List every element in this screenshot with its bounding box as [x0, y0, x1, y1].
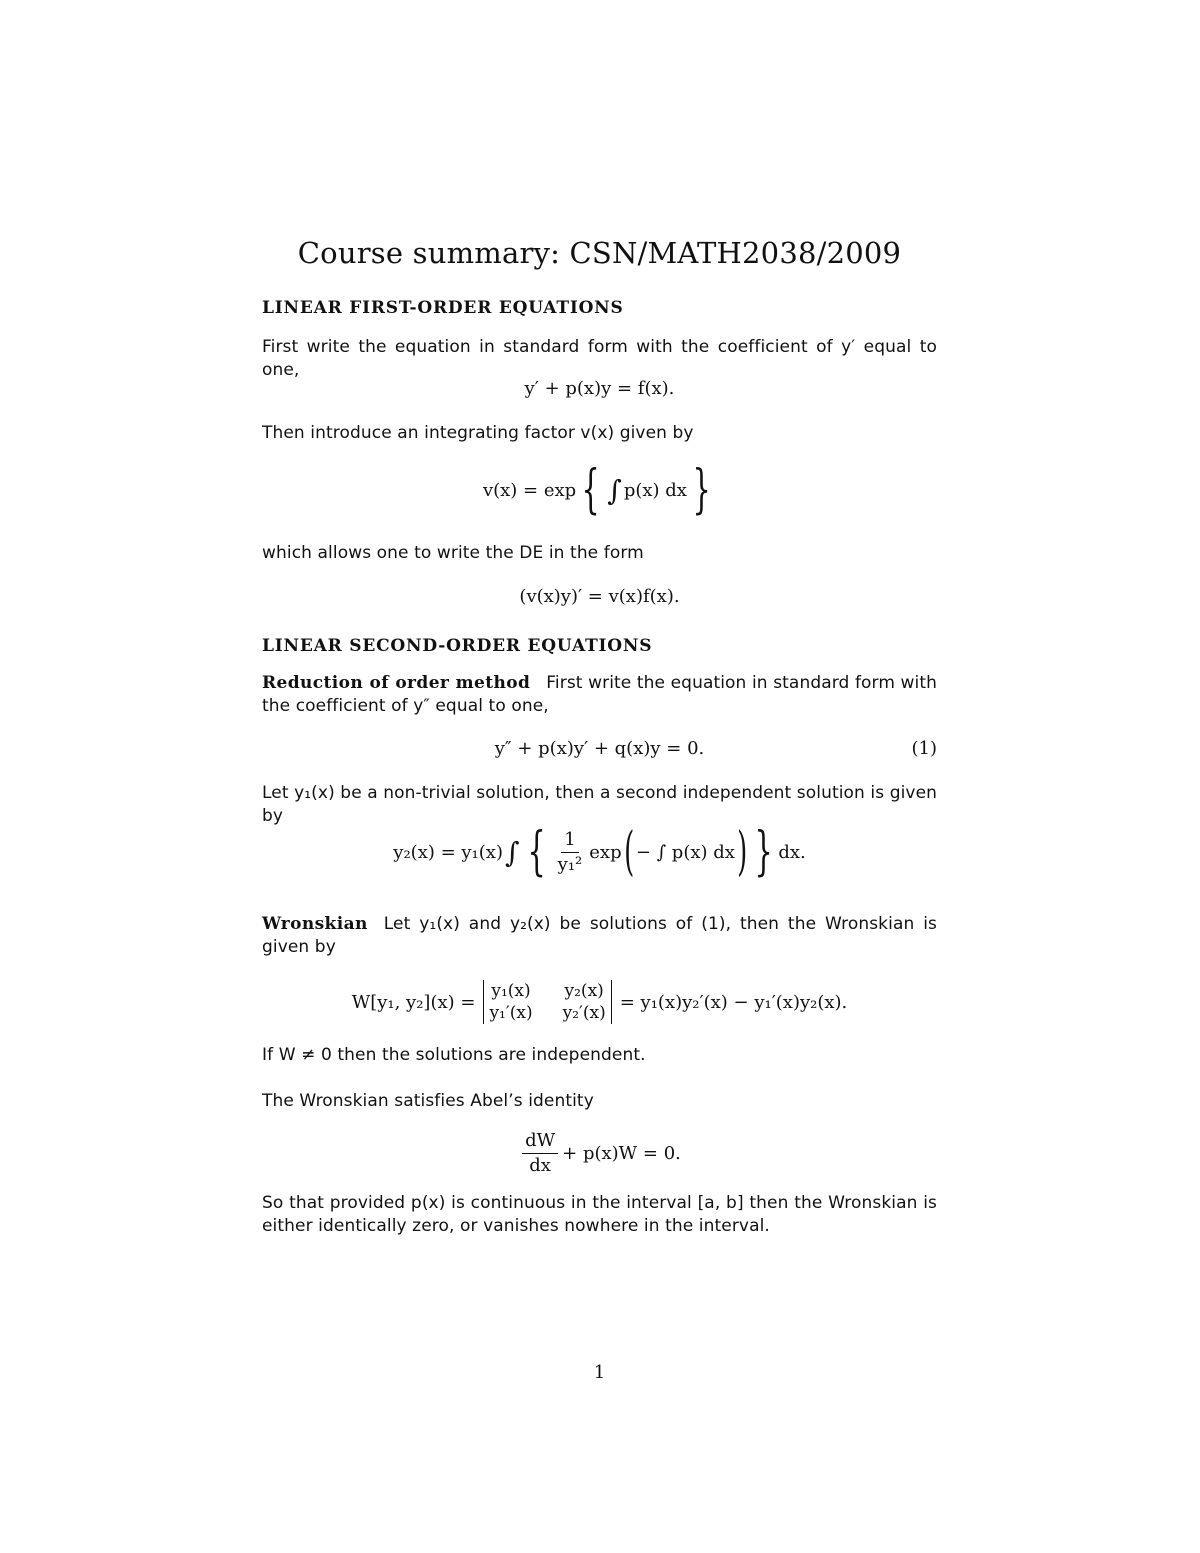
section-heading-first-order: LINEAR FIRST-ORDER EQUATIONS [262, 298, 624, 318]
fraction-numerator: dW [522, 1130, 558, 1154]
reduction-of-order-heading: Reduction of order method [262, 673, 531, 693]
fraction-denominator: y₁² [557, 853, 583, 875]
eq8-rest: + p(x)W = 0. [562, 1143, 681, 1164]
document-title: Course summary: CSN/MATH2038/2009 [297, 236, 902, 270]
reduction-of-order-text: First write the equation in standard form with the coefficient of y″ equal to one, [262, 673, 938, 716]
right-brace: } [692, 460, 711, 520]
determinant [483, 980, 611, 1024]
equation-second-solution [262, 822, 937, 882]
paragraph-independence: If W ≠ 0 then the solutions are independent. [262, 1045, 646, 1065]
det-entry: y₁′(x) [489, 1003, 533, 1023]
paragraph-wronskian [262, 913, 937, 959]
right-paren: ) [736, 822, 748, 882]
paragraph-reduction-of-order [262, 672, 937, 718]
exp-argument: − ∫ p(x) dx [635, 841, 735, 863]
paragraph-conclusion: So that provided p(x) is continuous in the interval [a, b] then the Wronskian is either identically zero, or vanishes nowhere in the interval. [262, 1193, 937, 1236]
integral-sign: ∫ [504, 835, 520, 869]
equation-exact-form: (v(x)y)′ = v(x)f(x). [519, 586, 680, 607]
exp-operator: exp [589, 841, 622, 863]
det-entry: y₂′(x) [562, 1003, 606, 1023]
fraction-denominator: dx [529, 1155, 551, 1176]
eq5-tail: dx. [778, 841, 806, 863]
derivative-fraction [522, 1130, 558, 1177]
eq6-rhs: = y₁(x)y₂′(x) − y₁′(x)y₂(x). [619, 991, 848, 1013]
paragraph-standard-form: First write the equation in standard form with the coefficient of y′ equal to one, [262, 337, 937, 380]
det-entry: y₂(x) [564, 981, 604, 1001]
equation-abel [262, 1130, 937, 1177]
wronskian-heading: Wronskian [262, 914, 368, 934]
equation-wronskian [262, 980, 937, 1024]
paragraph-nontrivial-solution: Let y₁(x) be a non-trivial solution, then a second independent solution is given by [262, 783, 938, 826]
section-heading-second-order: LINEAR SECOND-ORDER EQUATIONS [262, 636, 653, 656]
eq5-lhs: y₂(x) = y₁(x) [393, 841, 503, 863]
paragraph-de-form: which allows one to write the DE in the form [262, 543, 644, 563]
left-brace: { [527, 822, 546, 882]
eq2-integrand: p(x) dx [623, 479, 687, 501]
paragraph-integrating-factor: Then introduce an integrating factor v(x) given by [262, 423, 694, 443]
equation-integrating-factor [262, 460, 937, 520]
fraction [555, 829, 586, 876]
paragraph-abel-identity: The Wronskian satisfies Abel’s identity [262, 1091, 594, 1111]
document-page [262, 0, 937, 1553]
det-entry: y₁(x) [491, 981, 531, 1001]
integral-sign: ∫ [607, 473, 622, 507]
fraction-numerator: 1 [561, 829, 578, 853]
wronskian-text: Let y₁(x) and y₂(x) be solutions of (1), then the Wronskian is given by [262, 914, 937, 957]
equation-second-order-standard: y″ + p(x)y′ + q(x)y = 0. [494, 738, 705, 759]
left-brace: { [581, 460, 600, 520]
eq2-lhs: v(x) = exp [482, 479, 577, 501]
equation-first-order-standard: y′ + p(x)y = f(x). [524, 378, 675, 399]
right-brace: } [754, 822, 773, 882]
left-paren: ( [623, 822, 634, 882]
equation-number: (1) [911, 738, 937, 759]
page-number: 1 [593, 1362, 606, 1383]
eq6-lhs: W[y₁, y₂](x) = [351, 991, 476, 1013]
